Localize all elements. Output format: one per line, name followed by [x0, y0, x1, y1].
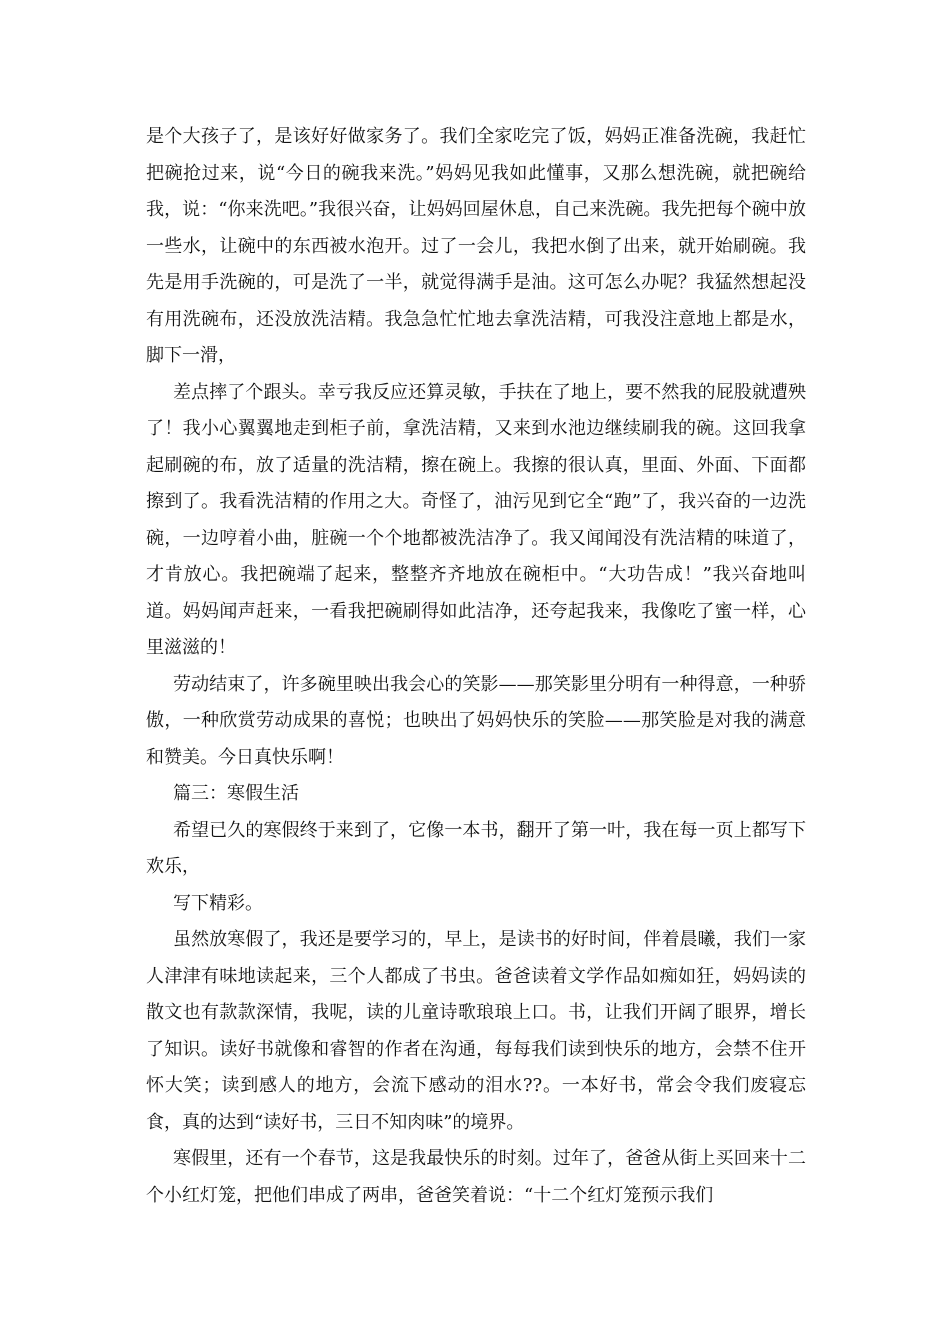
paragraph: 差点摔了个跟头。幸亏我反应还算灵敏，手扶在了地上，要不然我的屁股就遭殃了！我小心翼翼地走到柜子前，拿洗洁精，又来到水池边继续刷我的碗。这回我拿起刷碗的布，放了适量的洗洁精，擦在碗上。我擦的很认真，里面、外面、下面都擦到了。我看洗洁精的作用之大。奇怪了，油污见到它全“跑”了，我兴奋的一边洗碗，一边哼着小曲，脏碗一个个地都被洗洁净了。我又闻闻没有洗洁精的味道了，才肯放心。我把碗端了起来，整整齐齐地放在碗柜中。“大功告成！”我兴奋地叫道。妈妈闻声赶来，一看我把碗刷得如此洁净，还夸起我来，我像吃了蜜一样，心里滋滋的！ — [146, 381, 806, 658]
paragraph: 写下精彩。 — [173, 892, 263, 914]
paragraph: 劳动结束了，许多碗里映出我会心的笑影——那笑影里分明有一种得意，一种骄傲，一种欣赏劳动成果的喜悦；也映出了妈妈快乐的笑脸——那笑脸是对我的满意和赞美。今日真快乐啊！ — [146, 673, 806, 768]
paragraph: 寒假里，还有一个春节，这是我最快乐的时刻。过年了，爸爸从街上买回来十二个小红灯笼，把他们串成了两串，爸爸笑着说：“十二个红灯笼预示我们 — [146, 1148, 806, 1206]
paragraph: 是个大孩子了，是该好好做家务了。我们全家吃完了饭，妈妈正准备洗碗，我赶忙把碗抢过来，说“今日的碗我来洗。”妈妈见我如此懂事，又那么想洗碗，就把碗给我，说：“你来洗吧。”我很兴奋，让妈妈回屋休息，自己来洗碗。我先把每个碗中放一些水，让碗中的东西被水泡开。过了一会儿，我把水倒了出来，就开始刷碗。我先是用手洗碗的，可是洗了一半，就觉得满手是油。这可怎么办呢？我猛然想起没有用洗碗布，还没放洗洁精。我急急忙忙地去拿洗洁精，可我没注意地上都是水，脚下一滑， — [146, 126, 806, 366]
document-body — [146, 119, 806, 1214]
section-heading: 篇三：寒假生活 — [173, 783, 299, 804]
paragraph: 虽然放寒假了，我还是要学习的，早上，是读书的好时间，伴着晨曦，我们一家人津津有味地读起来，三个人都成了书虫。爸爸读着文学作品如痴如狂，妈妈读的散文也有款款深情，我呢，读的儿童诗歌琅琅上口。书，让我们开阔了眼界，增长了知识。读好书就像和睿智的作者在沟通，每每我们读到快乐的地方，会禁不住开怀大笑；读到感人的地方，会流下感动的泪水??。一本好书，常会令我们废寝忘食，真的达到“读好书，三日不知肉味”的境界。 — [146, 929, 806, 1133]
paragraph: 希望已久的寒假终于来到了，它像一本书，翻开了第一叶，我在每一页上都写下欢乐， — [146, 819, 806, 877]
